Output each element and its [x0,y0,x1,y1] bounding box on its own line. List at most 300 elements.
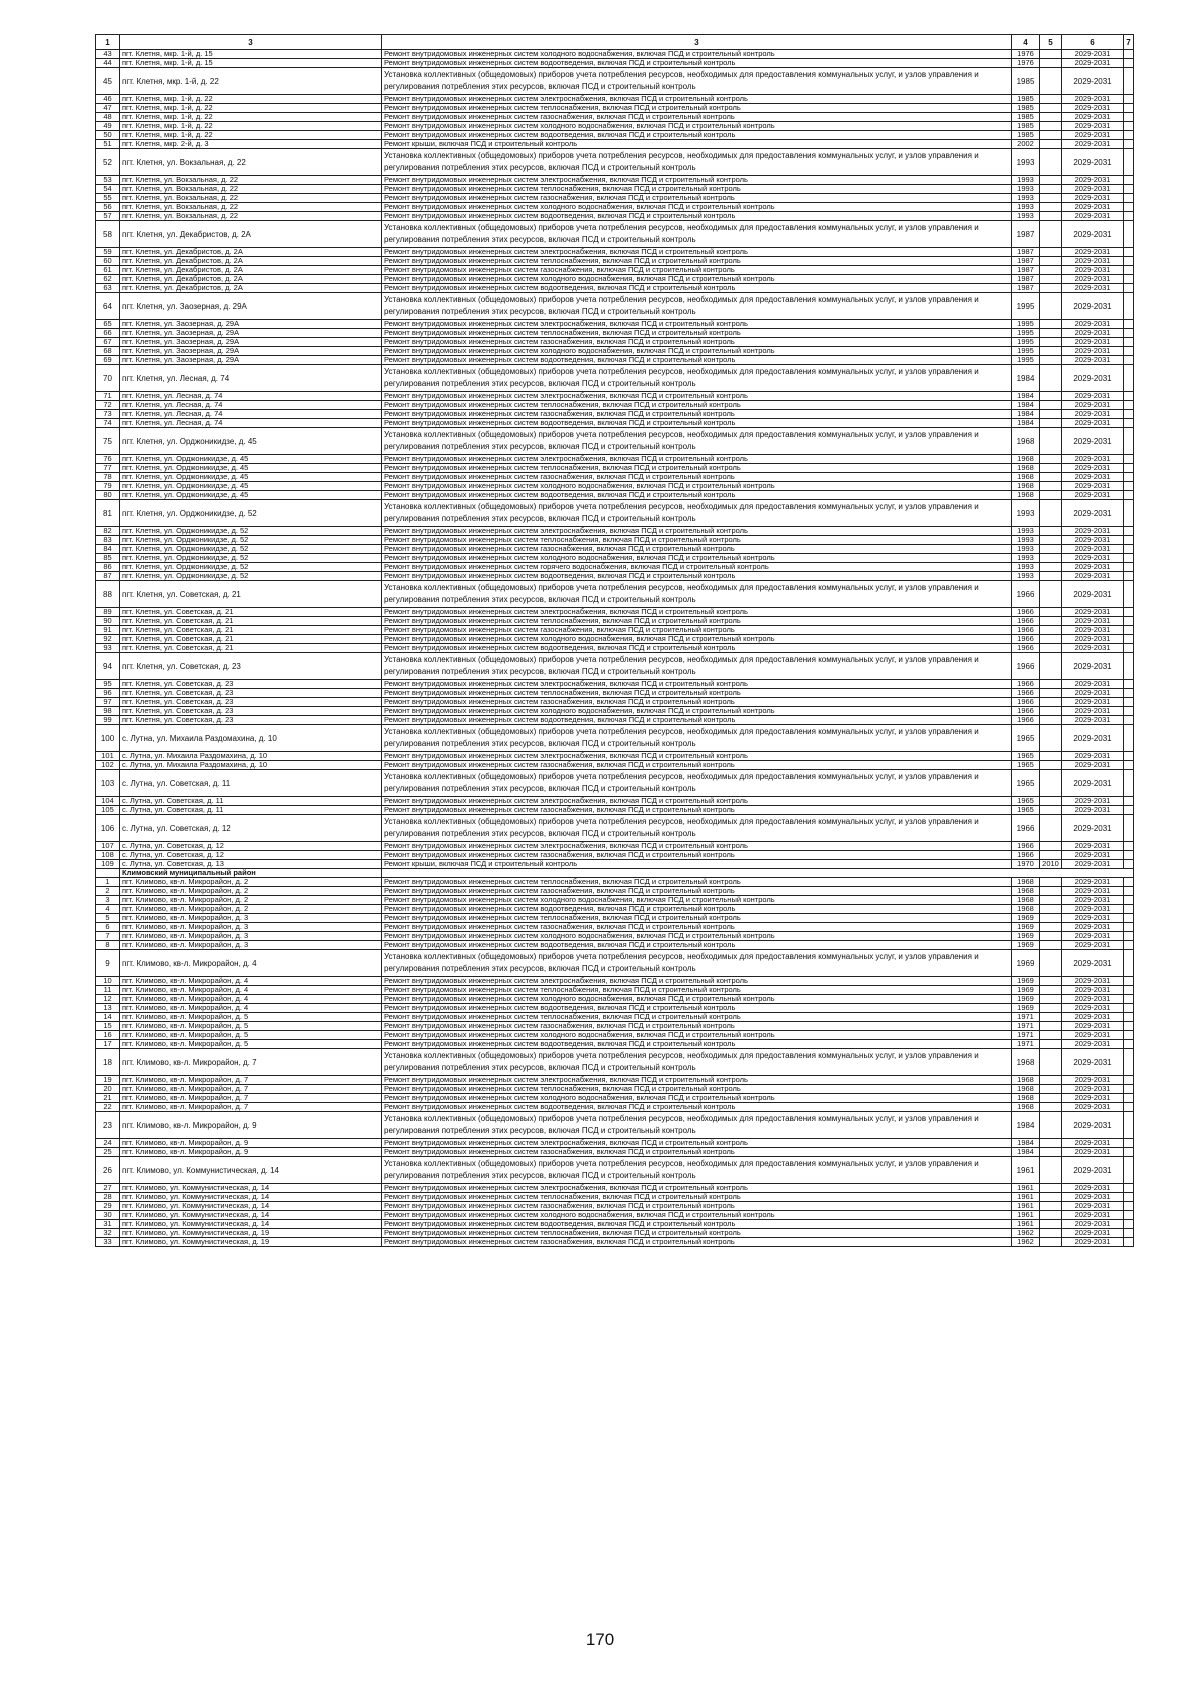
cell-note [1124,680,1134,689]
cell-year-repair [1040,401,1062,410]
cell-period: 2029-2031 [1062,50,1124,59]
cell-work-type: Ремонт внутридомовых инженерных систем теплоснабжения, включая ПСД и строительный контроль [382,329,1012,338]
cell-address: пгт. Климово, кв-л. Микрорайон, д. 3 [120,932,382,941]
cell-note [1124,500,1134,527]
cell-row-number: 16 [96,1031,120,1040]
cell-year-built: 1965 [1012,752,1040,761]
cell-work-type: Ремонт внутридомовых инженерных систем водоотведения, включая ПСД и строительный контроль [382,1103,1012,1112]
table-row [96,275,1134,284]
cell-note [1124,689,1134,698]
cell-period: 2029-2031 [1062,203,1124,212]
cell-work-type: Ремонт внутридомовых инженерных систем электроснабжения, включая ПСД и строительный контроль [382,95,1012,104]
cell-work-type: Ремонт внутридомовых инженерных систем холодного водоснабжения, включая ПСД и строительный контроль [382,50,1012,59]
cell-work-type: Ремонт внутридомовых инженерных систем газоснабжения, включая ПСД и строительный контроль [382,698,1012,707]
cell-address: пгт. Клетня, ул. Советская, д. 23 [120,680,382,689]
cell-row-number: 93 [96,644,120,653]
cell-note [1124,1094,1134,1103]
cell-year-built: 1984 [1012,392,1040,401]
cell-work-type: Ремонт внутридомовых инженерных систем теплоснабжения, включая ПСД и строительный контроль [382,536,1012,545]
cell-note [1124,860,1134,869]
cell-year-built: 1962 [1012,1238,1040,1247]
cell-period: 2029-2031 [1062,1202,1124,1211]
cell-row-number: 26 [96,1157,120,1184]
cell-period: 2029-2031 [1062,923,1124,932]
cell-note [1124,932,1134,941]
cell-work-type: Ремонт крыши, включая ПСД и строительный контроль [382,140,1012,149]
cell-row-number: 107 [96,842,120,851]
cell-year-repair [1040,752,1062,761]
section-title: Климовский муниципальный район [120,869,382,878]
cell-row-number: 65 [96,320,120,329]
cell-address: с. Лутна, ул. Михаила Раздомахина, д. 10 [120,752,382,761]
cell-row-number: 106 [96,815,120,842]
cell-year-built: 1993 [1012,500,1040,527]
cell-note [1124,797,1134,806]
cell-address: пгт. Климово, кв-л. Микрорайон, д. 5 [120,1013,382,1022]
cell-row-number: 85 [96,554,120,563]
cell-row-number: 91 [96,626,120,635]
cell-period: 2029-2031 [1062,104,1124,113]
cell-year-built: 1966 [1012,815,1040,842]
cell-year-built: 1962 [1012,1229,1040,1238]
table-body [96,50,1134,1247]
cell-address: пгт. Клетня, мкр. 2-й, д. 3 [120,140,382,149]
cell-row-number: 43 [96,50,120,59]
cell-year-built: 1961 [1012,1184,1040,1193]
cell-row-number: 101 [96,752,120,761]
cell-note [1124,761,1134,770]
cell-period: 2029-2031 [1062,1040,1124,1049]
cell-row-number: 25 [96,1148,120,1157]
cell-address: пгт. Клетня, мкр. 1-й, д. 22 [120,113,382,122]
cell-year-built: 1993 [1012,176,1040,185]
cell-year-repair [1040,149,1062,176]
cell-note [1124,419,1134,428]
cell-year-repair [1040,572,1062,581]
cell-work-type: Ремонт внутридомовых инженерных систем газоснабжения, включая ПСД и строительный контроль [382,1022,1012,1031]
cell-note [1124,1211,1134,1220]
cell-year-built: 1993 [1012,149,1040,176]
cell-year-built: 1985 [1012,95,1040,104]
table-row [96,554,1134,563]
cell-note [1124,851,1134,860]
table-row [96,104,1134,113]
cell-period: 2029-2031 [1062,1085,1124,1094]
cell-period: 2029-2031 [1062,887,1124,896]
works-register-table [95,34,1134,1247]
cell-work-type: Ремонт внутридомовых инженерных систем водоотведения, включая ПСД и строительный контроль [382,491,1012,500]
cell-address: пгт. Клетня, ул. Орджоникидзе, д. 45 [120,428,382,455]
cell-period: 2029-2031 [1062,473,1124,482]
cell-period: 2029-2031 [1062,293,1124,320]
cell-work-type: Ремонт внутридомовых инженерных систем теплоснабжения, включая ПСД и строительный контроль [382,878,1012,887]
cell-note [1124,635,1134,644]
cell-period: 2029-2031 [1062,932,1124,941]
cell-period: 2029-2031 [1062,221,1124,248]
table-row [96,149,1134,176]
cell-address: пгт. Клетня, ул. Декабристов, д. 2А [120,221,382,248]
table-row [96,68,1134,95]
cell-year-repair [1040,194,1062,203]
cell-year-built: 1969 [1012,914,1040,923]
cell-row-number: 27 [96,1184,120,1193]
cell-note [1124,1004,1134,1013]
table-row [96,1139,1134,1148]
cell-year-built: 1968 [1012,1076,1040,1085]
cell-address: пгт. Клетня, ул. Орджоникидзе, д. 52 [120,563,382,572]
cell-year-built: 1968 [1012,455,1040,464]
cell-year-repair [1040,1013,1062,1022]
cell-year-built: 1987 [1012,221,1040,248]
table-row [96,1193,1134,1202]
cell-address: пгт. Клетня, ул. Орджоникидзе, д. 52 [120,500,382,527]
header-col-7: 7 [1124,35,1134,50]
table-row [96,356,1134,365]
cell-work-type: Ремонт крыши, включая ПСД и строительный контроль [382,860,1012,869]
cell-period: 2029-2031 [1062,149,1124,176]
cell-period: 2029-2031 [1062,761,1124,770]
cell-work-type: Ремонт внутридомовых инженерных систем водоотведения, включая ПСД и строительный контроль [382,716,1012,725]
cell-note [1124,104,1134,113]
cell-year-built: 1993 [1012,203,1040,212]
table-row [96,365,1134,392]
cell-note [1124,815,1134,842]
cell-year-repair [1040,923,1062,932]
cell-period: 2029-2031 [1062,725,1124,752]
cell-note [1124,410,1134,419]
cell-year-built: 1966 [1012,842,1040,851]
cell-period: 2029-2031 [1062,1004,1124,1013]
cell-row-number: 84 [96,545,120,554]
cell-note [1124,608,1134,617]
cell-work-type: Установка коллективных (общедомовых) приборов учета потребления ресурсов, необходимых для предоставления коммунальных услуг, и узлов управления и регулирования потребления этих ресурсов, включая ПСД и строительный контроль [382,581,1012,608]
cell-year-repair [1040,977,1062,986]
table-row [96,491,1134,500]
cell-address: пгт. Клетня, ул. Вокзальная, д. 22 [120,149,382,176]
cell-period: 2029-2031 [1062,797,1124,806]
cell-row-number: 55 [96,194,120,203]
table-row [96,176,1134,185]
cell-year-repair [1040,761,1062,770]
cell-year-repair [1040,500,1062,527]
cell-period: 2029-2031 [1062,563,1124,572]
table-row [96,725,1134,752]
table-row [96,680,1134,689]
cell-note [1124,455,1134,464]
cell-work-type: Ремонт внутридомовых инженерных систем газоснабжения, включая ПСД и строительный контроль [382,806,1012,815]
cell-note [1124,986,1134,995]
cell-note [1124,581,1134,608]
cell-year-built: 1971 [1012,1031,1040,1040]
cell-row-number: 108 [96,851,120,860]
table-row [96,878,1134,887]
cell-work-type: Ремонт внутридомовых инженерных систем газоснабжения, включая ПСД и строительный контроль [382,1148,1012,1157]
table-row [96,1040,1134,1049]
cell-work-type: Установка коллективных (общедомовых) приборов учета потребления ресурсов, необходимых для предоставления коммунальных услуг, и узлов управления и регулирования потребления этих ресурсов, включая ПСД и строительный контроль [382,653,1012,680]
cell-year-repair [1040,995,1062,1004]
cell-year-built: 1976 [1012,50,1040,59]
cell-work-type: Ремонт внутридомовых инженерных систем электроснабжения, включая ПСД и строительный контроль [382,392,1012,401]
cell-work-type: Ремонт внутридомовых инженерных систем водоотведения, включая ПСД и строительный контроль [382,356,1012,365]
table-row [96,914,1134,923]
cell-address: пгт. Клетня, ул. Советская, д. 23 [120,716,382,725]
cell-note [1124,1040,1134,1049]
cell-note [1124,572,1134,581]
cell-address: пгт. Климово, ул. Коммунистическая, д. 14 [120,1193,382,1202]
cell-row-number: 73 [96,410,120,419]
cell-row-number: 1 [96,878,120,887]
cell-work-type: Ремонт внутридомовых инженерных систем электроснабжения, включая ПСД и строительный контроль [382,1139,1012,1148]
cell-period: 2029-2031 [1062,140,1124,149]
table-row [96,896,1134,905]
cell-address: пгт. Клетня, ул. Орджоникидзе, д. 52 [120,554,382,563]
cell-address: пгт. Клетня, ул. Вокзальная, д. 22 [120,194,382,203]
cell-work-type: Ремонт внутридомовых инженерных систем водоотведения, включая ПСД и строительный контроль [382,59,1012,68]
cell-period: 2029-2031 [1062,1157,1124,1184]
cell-period: 2029-2031 [1062,581,1124,608]
cell-year-built: 1966 [1012,851,1040,860]
cell-work-type: Ремонт внутридомовых инженерных систем холодного водоснабжения, включая ПСД и строительный контроль [382,995,1012,1004]
cell-row-number: 82 [96,527,120,536]
cell-note [1124,482,1134,491]
table-row [96,1202,1134,1211]
cell-period: 2029-2031 [1062,248,1124,257]
cell-note [1124,653,1134,680]
cell-address: пгт. Климово, кв-л. Микрорайон, д. 2 [120,887,382,896]
cell-work-type: Ремонт внутридомовых инженерных систем газоснабжения, включая ПСД и строительный контроль [382,923,1012,932]
cell-year-built: 1987 [1012,284,1040,293]
cell-year-built: 1985 [1012,113,1040,122]
cell-address: пгт. Клетня, ул. Орджоникидзе, д. 45 [120,491,382,500]
table-row [96,329,1134,338]
cell-row-number: 4 [96,905,120,914]
cell-row-number: 53 [96,176,120,185]
cell-address: пгт. Климово, кв-л. Микрорайон, д. 9 [120,1148,382,1157]
cell-address: пгт. Климово, кв-л. Микрорайон, д. 4 [120,1004,382,1013]
cell-row-number: 66 [96,329,120,338]
table-row [96,464,1134,473]
cell-note [1124,338,1134,347]
cell-year-repair [1040,653,1062,680]
cell-year-repair [1040,554,1062,563]
cell-year-built: 1966 [1012,689,1040,698]
cell-work-type: Ремонт внутридомовых инженерных систем водоотведения, включая ПСД и строительный контроль [382,905,1012,914]
cell-address: пгт. Климово, кв-л. Микрорайон, д. 7 [120,1094,382,1103]
cell-note [1124,1229,1134,1238]
cell-year-repair [1040,428,1062,455]
cell-year-repair [1040,617,1062,626]
cell-year-built: 1970 [1012,860,1040,869]
cell-row-number: 44 [96,59,120,68]
cell-year-repair [1040,392,1062,401]
table-row [96,1022,1134,1031]
cell-address: пгт. Клетня, мкр. 1-й, д. 22 [120,131,382,140]
cell-year-repair [1040,122,1062,131]
table-row [96,1049,1134,1076]
cell-row-number: 14 [96,1013,120,1022]
cell-note [1124,878,1134,887]
cell-address: пгт. Климово, кв-л. Микрорайон, д. 3 [120,941,382,950]
cell-row-number: 17 [96,1040,120,1049]
cell-work-type: Установка коллективных (общедомовых) приборов учета потребления ресурсов, необходимых для предоставления коммунальных услуг, и узлов управления и регулирования потребления этих ресурсов, включая ПСД и строительный контроль [382,770,1012,797]
cell-period: 2029-2031 [1062,941,1124,950]
cell-work-type: Ремонт внутридомовых инженерных систем водоотведения, включая ПСД и строительный контроль [382,131,1012,140]
cell-note [1124,212,1134,221]
cell-note [1124,707,1134,716]
cell-year-built: 1985 [1012,68,1040,95]
cell-year-repair [1040,329,1062,338]
cell-year-built: 1993 [1012,194,1040,203]
cell-period: 2029-2031 [1062,572,1124,581]
cell-year-repair [1040,896,1062,905]
cell-year-built: 1987 [1012,248,1040,257]
cell-period: 2029-2031 [1062,644,1124,653]
cell-note [1124,950,1134,977]
cell-period: 2029-2031 [1062,365,1124,392]
table-row [96,293,1134,320]
cell-note [1124,563,1134,572]
cell-work-type: Ремонт внутридомовых инженерных систем холодного водоснабжения, включая ПСД и строительный контроль [382,203,1012,212]
header-col-5: 5 [1040,35,1062,50]
cell-note [1124,698,1134,707]
cell-work-type: Ремонт внутридомовых инженерных систем газоснабжения, включая ПСД и строительный контроль [382,851,1012,860]
cell-address: пгт. Клетня, ул. Советская, д. 23 [120,653,382,680]
cell-address: с. Лутна, ул. Михаила Раздомахина, д. 10 [120,725,382,752]
cell-year-repair [1040,356,1062,365]
cell-note [1124,428,1134,455]
cell-year-repair [1040,131,1062,140]
table-row [96,761,1134,770]
cell-row-number: 98 [96,707,120,716]
table-row [96,716,1134,725]
cell-work-type: Ремонт внутридомовых инженерных систем газоснабжения, включая ПСД и строительный контроль [382,338,1012,347]
cell-period: 2029-2031 [1062,464,1124,473]
table-row [96,1229,1134,1238]
cell-note [1124,140,1134,149]
cell-note [1124,50,1134,59]
table-row [96,860,1134,869]
cell-year-repair [1040,950,1062,977]
cell-note [1124,320,1134,329]
cell-note [1124,617,1134,626]
cell-year-built: 1968 [1012,482,1040,491]
cell-address: пгт. Климово, кв-л. Микрорайон, д. 2 [120,896,382,905]
cell-address: с. Лутна, ул. Михаила Раздомахина, д. 10 [120,761,382,770]
cell-note [1124,284,1134,293]
table-row [96,887,1134,896]
cell-year-repair [1040,347,1062,356]
cell-address: пгт. Клетня, ул. Орджоникидзе, д. 45 [120,473,382,482]
cell-period: 2029-2031 [1062,482,1124,491]
cell-note [1124,905,1134,914]
cell-address: пгт. Клетня, ул. Заозерная, д. 29А [120,329,382,338]
cell-year-repair [1040,1238,1062,1247]
cell-period: 2029-2031 [1062,752,1124,761]
cell-note [1124,194,1134,203]
cell-row-number: 103 [96,770,120,797]
cell-year-built: 1995 [1012,293,1040,320]
cell-year-built: 1987 [1012,266,1040,275]
cell-work-type: Ремонт внутридомовых инженерных систем электроснабжения, включая ПСД и строительный контроль [382,1076,1012,1085]
cell-note [1124,113,1134,122]
cell-year-repair [1040,410,1062,419]
table-row [96,1184,1134,1193]
cell-year-repair [1040,635,1062,644]
cell-year-repair [1040,1157,1062,1184]
cell-note [1124,1112,1134,1139]
table-row [96,797,1134,806]
cell-period: 2029-2031 [1062,680,1124,689]
cell-year-built: 1966 [1012,608,1040,617]
table-row [96,410,1134,419]
cell-period: 2029-2031 [1062,401,1124,410]
cell-row-number: 104 [96,797,120,806]
cell-work-type: Ремонт внутридомовых инженерных систем водоотведения, включая ПСД и строительный контроль [382,644,1012,653]
table-row [96,1103,1134,1112]
cell-row-number: 9 [96,950,120,977]
cell-address: пгт. Клетня, ул. Вокзальная, д. 22 [120,176,382,185]
table-row [96,1085,1134,1094]
cell-row-number: 29 [96,1202,120,1211]
cell-address: пгт. Климово, ул. Коммунистическая, д. 14 [120,1211,382,1220]
cell-year-repair [1040,536,1062,545]
cell-work-type: Ремонт внутридомовых инженерных систем газоснабжения, включая ПСД и строительный контроль [382,1202,1012,1211]
table-row [96,428,1134,455]
cell-work-type: Ремонт внутридомовых инженерных систем газоснабжения, включая ПСД и строительный контроль [382,113,1012,122]
cell-work-type: Ремонт внутридомовых инженерных систем водоотведения, включая ПСД и строительный контроль [382,1004,1012,1013]
cell-row-number: 79 [96,482,120,491]
cell-row-number: 56 [96,203,120,212]
table-row [96,419,1134,428]
cell-address: пгт. Клетня, ул. Лесная, д. 74 [120,401,382,410]
cell-year-repair [1040,689,1062,698]
header-col-3: 3 [382,35,1012,50]
header-col-4: 4 [1012,35,1040,50]
cell-year-repair [1040,1202,1062,1211]
cell-row-number: 48 [96,113,120,122]
table-row [96,698,1134,707]
cell-row-number: 62 [96,275,120,284]
cell-period: 2029-2031 [1062,896,1124,905]
cell-year-built: 1993 [1012,572,1040,581]
cell-period: 2029-2031 [1062,338,1124,347]
cell-row-number: 68 [96,347,120,356]
cell-address: пгт. Клетня, ул. Заозерная, д. 29А [120,347,382,356]
cell-work-type: Ремонт внутридомовых инженерных систем водоотведения, включая ПСД и строительный контроль [382,572,1012,581]
cell-row-number: 77 [96,464,120,473]
cell-work-type: Ремонт внутридомовых инженерных систем газоснабжения, включая ПСД и строительный контроль [382,194,1012,203]
cell-period: 2029-2031 [1062,59,1124,68]
cell-period: 2029-2031 [1062,95,1124,104]
cell-year-repair [1040,914,1062,923]
cell-address: с. Лутна, ул. Советская, д. 12 [120,842,382,851]
cell-period: 2029-2031 [1062,608,1124,617]
cell-note [1124,68,1134,95]
cell-row-number: 13 [96,1004,120,1013]
table-row [96,392,1134,401]
cell-note [1124,527,1134,536]
cell-year-repair [1040,545,1062,554]
cell-row-number: 83 [96,536,120,545]
cell-year-built: 1984 [1012,401,1040,410]
cell-year-repair [1040,716,1062,725]
table-row [96,59,1134,68]
cell-year-built: 1968 [1012,464,1040,473]
cell-note [1124,626,1134,635]
cell-address: с. Лутна, ул. Советская, д. 11 [120,770,382,797]
cell-address: пгт. Клетня, мкр. 1-й, д. 15 [120,59,382,68]
cell-row-number: 54 [96,185,120,194]
